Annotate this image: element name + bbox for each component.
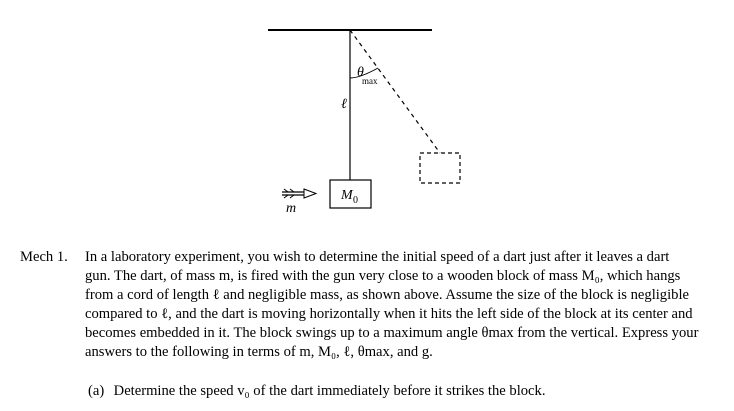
part-a-label: (a) (88, 383, 105, 399)
problem-label: Mech 1. (20, 249, 68, 265)
part-a (88, 382, 545, 401)
part-a-text: Determine the speed v₀ of the dart immediately before it strikes the block. (113, 383, 546, 399)
dart-icon (282, 189, 316, 198)
problem-line-6: answers to the following in terms of m, M₀, ℓ, θmax, and g. (85, 344, 433, 360)
theta-max-label: θ (357, 65, 364, 80)
length-label: ℓ (341, 97, 347, 112)
problem-line-3: from a cord of length ℓ and negligible mass, as shown above. Assume the size of the block is negligible (85, 287, 689, 303)
swung-block-dashed (420, 153, 460, 183)
problem-line-2: gun. The dart, of mass m, is fired with the gun very close to a wooden block of mass M₀, which hangs (85, 268, 681, 284)
problem-line-5: becomes embedded in it. The block swings up to a maximum angle θmax from the vertical. Express your (85, 325, 699, 341)
dart-mass-label: m (286, 201, 297, 216)
problem-line-4: compared to ℓ, and the dart is moving horizontally when it hits the left side of the block at its center and (85, 306, 693, 322)
problem-line-1: In a laboratory experiment, you wish to determine the initial speed of a dart just after it leaves a dart (85, 249, 670, 265)
block-mass-subscript: 0 (353, 195, 358, 206)
block-mass-label: M (341, 188, 353, 203)
problem-body (85, 248, 715, 362)
theta-max-subscript: max (362, 76, 378, 86)
swung-cord-dashed (350, 30, 440, 153)
